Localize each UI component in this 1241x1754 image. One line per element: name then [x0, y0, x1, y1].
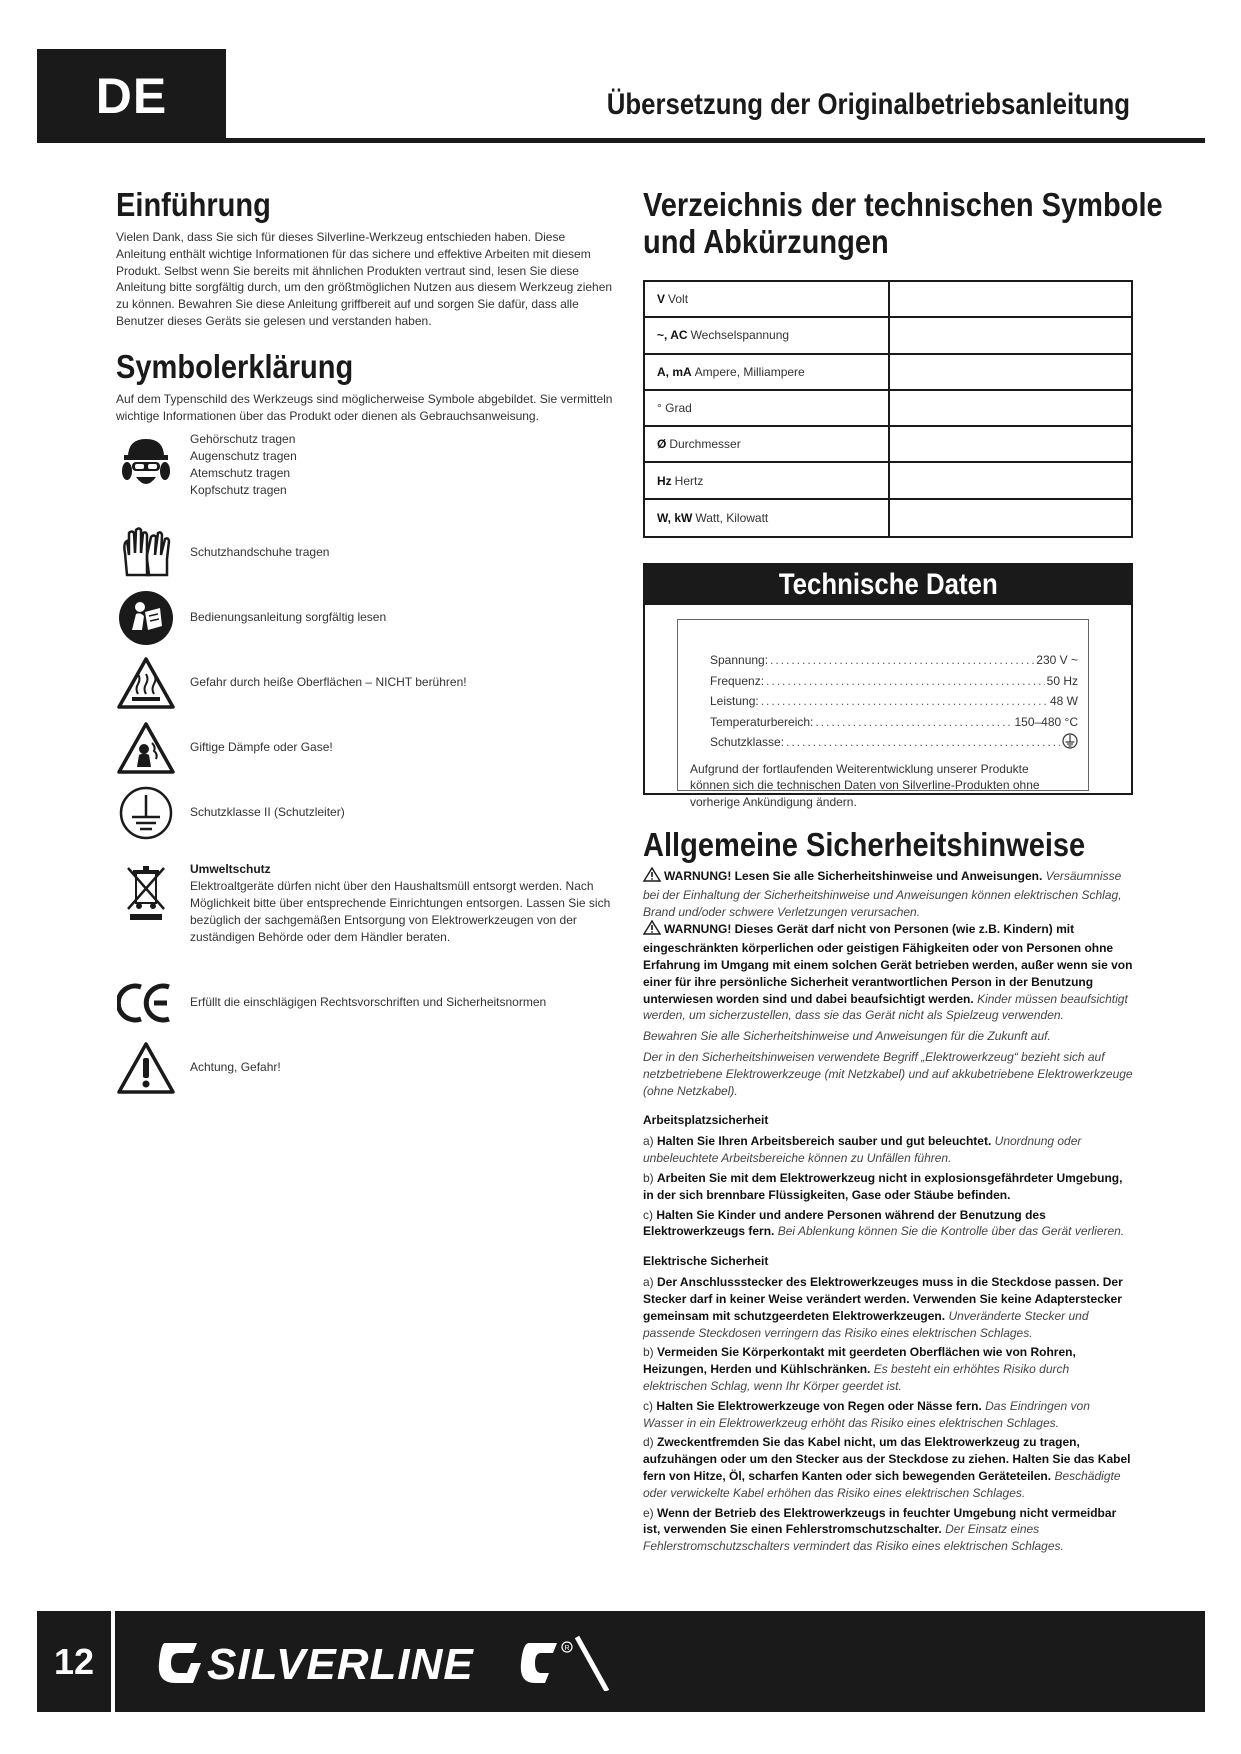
abbrev-table — [643, 280, 1133, 538]
abbrev-row — [645, 282, 1131, 318]
tech-row — [710, 691, 1088, 712]
silverline-logo — [157, 1635, 627, 1696]
elec-item: a) Der Anschlussstecker des Elektrowerkzeuges muss in die Steckdose passen. Der Stecker darf in keiner Weise verändert werden. Verwenden Sie keine Adapterstecker gemeinsam mit schutzgeerdeten Elektrowerkzeugen. Unveränderte Stecker und passende Steckdosen verringern das Risiko eines elektrischen Schlages. — [643, 1275, 1123, 1340]
abbrev-desc: Volt — [668, 292, 689, 307]
ce-text: Erfüllt die einschlägigen Rechtsvorschriften und Sicherheitsnormen — [190, 995, 547, 1009]
symbol-row-gloves — [116, 523, 330, 583]
tech-label: Leistung: — [710, 694, 759, 709]
tech-data-box — [643, 563, 1133, 810]
tech-value: 48 W — [1049, 694, 1078, 709]
warning-small-icon — [643, 920, 661, 940]
intro-heading: Einführung — [116, 186, 271, 223]
work-item: b) Arbeiten Sie mit dem Elektrowerkzeug nicht in explosionsgefährdeter Umgebung, in der sich brennbare Flüssigkeiten, Gase oder Stäube befinden. — [643, 1170, 1123, 1202]
abbrev-symbol: ~, AC — [657, 328, 688, 343]
page-title: Übersetzung der Originalbetriebsanleitung — [606, 88, 1130, 121]
hot-surface-icon — [116, 653, 176, 713]
warning-text: Achtung, Gefahr! — [190, 1060, 281, 1074]
left-column — [116, 186, 616, 1074]
tech-value: 230 V ~ — [1036, 653, 1078, 668]
abbrev-desc: Hertz — [674, 473, 704, 488]
symbol-row-ce — [116, 973, 547, 1033]
intro-text: Vielen Dank, dass Sie sich für dieses Silverline-Werkzeug entschieden haben. Diese Anleitung enthält wichtige Informationen für das sichere und effektive Arbeiten mit diesem Produkt. Selbst wenn Sie bereits mit ähnlichen Produkten vertraut sind, lesen Sie diese Anleitung bitte sorgfältig durch, um den größtmöglichen Nutzen aus diesem Werkzeug ziehen zu können. Bewahren Sie diese Anleitung griffbereit auf und sorgen Sie dafür, dass alle Benutzer dieses Geräts sie gelesen und verstanden haben. — [116, 230, 613, 328]
tech-label: Spannung: — [710, 653, 769, 668]
warning-icon — [116, 1038, 176, 1098]
tech-label: Temperaturbereich: — [710, 714, 814, 729]
ppe-head: Kopfschutz tragen — [190, 483, 287, 497]
abbrev-desc: Durchmesser — [669, 437, 741, 452]
tech-note: Aufgrund der fortlaufenden Weiterentwicklung unserer Produkte können sich die technischen Daten von Silverline-Produkten ohne vorherige Ankündigung ändern. — [690, 761, 1040, 810]
elec-item: b) Vermeiden Sie Körperkontakt mit geerdeten Oberflächen wie von Rohren, Heizungen, Herden und Kühlschränken. Es besteht ein erhöhtes Risiko durch elektrischen Schlag, wenn Ihr Körper geerdet ist. — [643, 1345, 1076, 1393]
abbrev-heading-line1: Verzeichnis der technischen Symbole — [643, 186, 1163, 223]
safety-section — [643, 826, 1133, 1558]
ce-mark-icon — [116, 973, 176, 1033]
abbrev-symbol: V — [657, 292, 666, 307]
abbrev-symbol: Hz — [657, 473, 672, 488]
ppe-hearing: Gehörschutz tragen — [190, 432, 296, 446]
abbrev-row — [645, 427, 1131, 463]
abbrev-desc: ° Grad — [657, 401, 692, 416]
symbol-row-ppe — [116, 432, 297, 497]
language-tab: DE — [37, 49, 226, 143]
work-item: a) Halten Sie Ihren Arbeitsbereich sauber und gut beleuchtet. Unordnung oder unbeleuchtete Arbeitsbereiche können zu Unfällen führen. — [643, 1134, 1082, 1166]
ppe-text — [190, 431, 620, 499]
symbol-row-class2 — [116, 783, 345, 843]
abbrev-row — [645, 463, 1131, 499]
abbrev-symbol: A, mA — [657, 364, 692, 379]
gloves-text: Schutzhandschuhe tragen — [190, 545, 330, 559]
tech-row — [710, 650, 1088, 671]
ppe-eyes: Augenschutz tragen — [190, 449, 297, 463]
weee-title: Umweltschutz — [190, 862, 271, 876]
safety-heading: Allgemeine Sicherheitshinweise — [643, 826, 1086, 863]
keep-instructions: Bewahren Sie alle Sicherheitshinweise und Anweisungen für die Zukunft auf. — [643, 1029, 1051, 1044]
manual-text: Bedienungsanleitung sorgfältig lesen — [190, 610, 387, 624]
footer-bar — [37, 1611, 1205, 1712]
abbrev-row — [645, 355, 1131, 391]
symbol-row-fumes — [116, 718, 333, 778]
hot-text: Gefahr durch heiße Oberflächen – NICHT berühren! — [190, 675, 467, 689]
fumes-text: Giftige Dämpfe oder Gase! — [190, 740, 333, 754]
tech-row — [710, 671, 1088, 692]
abbrev-symbol: W, kW — [657, 510, 693, 525]
abbrev-desc: Watt, Kilowatt — [695, 510, 769, 525]
tech-inner — [677, 619, 1089, 810]
tech-label: Frequenz: — [710, 673, 765, 688]
class2-small-icon — [1062, 733, 1078, 752]
electrical-safety-heading: Elektrische Sicherheit — [643, 1254, 769, 1269]
warning-2: WARNUNG! Dieses Gerät darf nicht von Personen (wie z.B. Kindern) mit eingeschränkten körperlichen oder geistigen Fähigkeiten oder von Personen ohne Erfahrung im Umgang mit einem solchen Gerät betrieben werden, außer wenn sie von einer für ihre persönliche Sicherheit verantwortlichen Person in der Benutzung unterwiesen worden sind und dabei beaufsichtigt werden. Kinder müssen beaufsichtigt werden, um sicherzustellen, dass sie das Gerät nicht als Spielzeug verwenden. — [643, 922, 1133, 1023]
read-manual-icon — [116, 588, 176, 648]
svg-text:R: R — [564, 1645, 570, 1652]
symbol-row-warning — [116, 1038, 281, 1098]
ppe-breathing: Atemschutz tragen — [190, 466, 291, 480]
tech-row — [710, 732, 1088, 753]
ppe-icon — [116, 433, 176, 493]
abbrev-heading-line2: und Abkürzungen — [643, 223, 889, 260]
abbrev-row — [645, 500, 1131, 536]
abbrev-section — [643, 186, 1163, 260]
warning-small-icon — [643, 867, 661, 887]
page-number: 12 — [37, 1611, 115, 1712]
tech-value: 50 Hz — [1046, 673, 1078, 688]
abbrev-symbol: Ø — [657, 437, 667, 452]
symbol-row-weee — [116, 862, 611, 944]
symbol-row-manual — [116, 588, 387, 648]
abbrev-row — [645, 391, 1131, 427]
tech-row — [710, 712, 1088, 733]
weee-bin-icon — [116, 863, 176, 923]
gloves-icon — [116, 523, 176, 583]
elec-item: c) Halten Sie Elektrowerkzeuge von Regen oder Nässe fern. Das Eindringen von Wasser in ein Elektrowerkzeug erhöht das Risiko eines elektrischen Schlages. — [643, 1398, 1090, 1430]
work-safety-heading: Arbeitsplatzsicherheit — [643, 1113, 769, 1128]
header-rule — [37, 138, 1205, 143]
elec-item: d) Zweckentfremden Sie das Kabel nicht, um das Elektrowerkzeug zu tragen, aufzuhängen oder um den Stecker aus der Steckdose zu ziehen. Halten Sie das Kabel fern von Hitze, Öl, scharfen Kanten oder sich bewegenden Geräteteilen. Beschädigte oder verwickelte Kabel erhöhen das Risiko eines elektrischen Schlages. — [643, 1435, 1131, 1500]
protective-earth-icon — [116, 783, 176, 843]
symbol-row-hot — [116, 653, 467, 713]
work-item: c) Halten Sie Kinder und andere Personen während der Benutzung des Elektrowerkzeugs fern. Bei Ablenkung können Sie die Kontrolle über das Gerät verlieren. — [643, 1207, 1125, 1239]
tech-value: 150–480 °C — [1014, 714, 1078, 729]
brand-text: SILVERLINE — [207, 1640, 474, 1689]
symbol-list — [116, 433, 616, 1253]
abbrev-row — [645, 318, 1131, 354]
tech-heading: Technische Daten — [645, 565, 1131, 605]
abbrev-desc: Ampere, Milliampere — [694, 364, 805, 379]
tech-label: Schutzklasse: — [710, 735, 785, 750]
elec-item: e) Wenn der Betrieb des Elektrowerkzeugs in feuchter Umgebung nicht vermeidbar ist, verwenden Sie einen Fehlerstromschutzschalter. Der Einsatz eines Fehlerstromschutzschalters vermindert das Risiko eines elektrischen Schlages. — [643, 1505, 1117, 1554]
weee-text — [190, 861, 620, 946]
term-definition: Der in den Sicherheitshinweisen verwendete Begriff „Elektrowerkzeug“ bezieht sich auf netzbetriebene Elektrowerkzeuge (mit Netzkabel) und auf akkubetriebene Elektrowerkzeuge (ohne Netzkabel). — [643, 1049, 1133, 1098]
warning-1: WARNUNG! Lesen Sie alle Sicherheitshinweise und Anweisungen. Versäumnisse bei der Einhaltung der Sicherheitshinweise und Anweisungen können elektrischen Schlag, Brand und/oder schwere Verletzungen verursachen. — [643, 869, 1122, 919]
abbrev-desc: Wechselspannung — [690, 328, 790, 343]
toxic-fumes-icon — [116, 718, 176, 778]
weee-description: Elektroaltgeräte dürfen nicht über den Haushaltsmüll entsorgt werden. Nach Möglichkeit bitte über entsprechende Einrichtungen entsorgen. Lassen Sie sich bezüglich der sachgemäßen Entsorgung von Elektrowerkzeugen von der zuständigen Behörde oder dem Händler beraten. — [190, 879, 611, 944]
class2-text: Schutzklasse II (Schutzleiter) — [190, 805, 345, 819]
symbols-text: Auf dem Typenschild des Werkzeugs sind möglicherweise Symbole abgebildet. Sie vermitteln wichtige Informationen über das Produkt oder dienen als Gebrauchsanweisung. — [116, 391, 613, 423]
symbols-heading: Symbolerklärung — [116, 347, 354, 385]
